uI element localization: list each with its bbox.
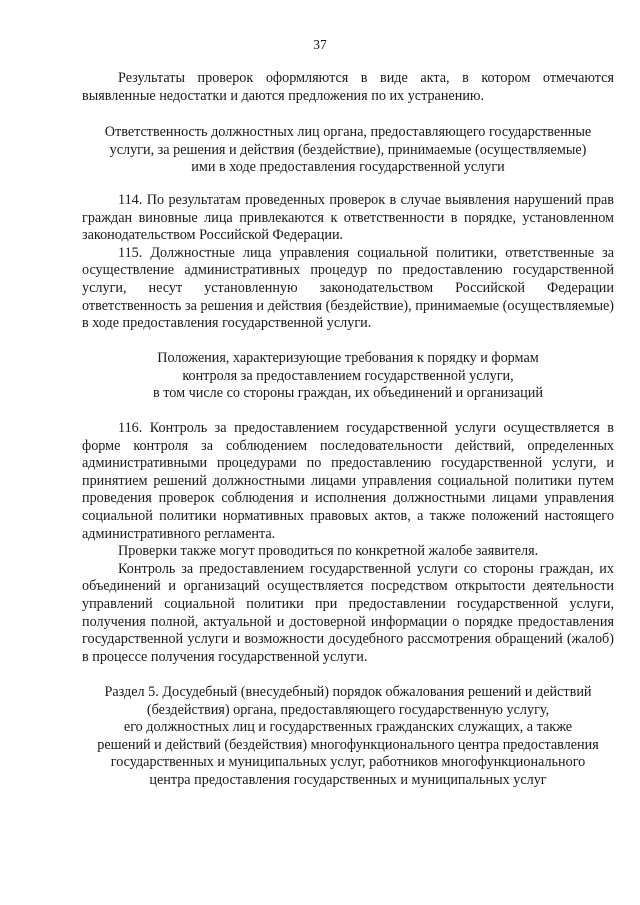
heading-responsibility-line: услуги, за решения и действия (бездействие), принимаемые (осуществляемые) bbox=[109, 141, 587, 158]
paragraph-116: 116. Контроль за предоставлением государственной услуги осуществляется в форме контроля за соблюдением последовательности действий, определенных административными процедурами по предоставлению государственной услуги, и принятием решений должностными лицами управления социальной политики путем проведения проверок соблюдения и исполнения должностными лицами управления социальной политики нормативных правовых актов, а также положений настоящего административного регламента. bbox=[82, 420, 614, 542]
heading-responsibility-line: Ответственность должностных лиц органа, предоставляющего государственные bbox=[104, 124, 592, 140]
heading-provisions bbox=[82, 350, 614, 403]
heading-responsibility-line: ими в ходе предоставления государственной услуги bbox=[191, 159, 505, 176]
heading-section-5-line: Раздел 5. Досудебный (внесудебный) порядок обжалования решений и действий bbox=[104, 684, 592, 700]
paragraph-115: 115. Должностные лица управления социальной политики, ответственные за осуществление административных процедур по предоставлению государственной услуги, несут установленную законодательством Российской Федерации ответственность за решения и действия (бездействие), принимаемые (осуществляемые) в ходе предоставления государственной услуги. bbox=[82, 244, 614, 332]
heading-section-5-line: центра предоставления государственных и муниципальных услуг bbox=[149, 771, 547, 788]
heading-section-5-line: решений и действий (бездействия) многофункционального центра предоставления bbox=[97, 736, 599, 753]
heading-section-5-line: его должностных лиц и государственных гражданских служащих, а также bbox=[123, 719, 573, 736]
paragraph-114-115-block bbox=[82, 192, 614, 333]
heading-responsibility bbox=[82, 124, 614, 177]
results-paragraph: Результаты проверок оформляются в виде акта, в котором отмечаются выявленные недостатки и даются предложения по их устранению. bbox=[82, 70, 614, 104]
paragraph-114: 114. По результатам проведенных проверок в случае выявления нарушений прав граждан виновные лица привлекаются к ответственности в порядке, установленном законодательством Российской Федерации. bbox=[82, 192, 614, 244]
heading-section-5-line: государственных и муниципальных услуг, работников многофункционального bbox=[110, 754, 586, 771]
results-paragraph-block bbox=[82, 70, 614, 105]
heading-provisions-line: контроля за предоставлением государственной услуги, bbox=[182, 367, 514, 384]
paragraph-116-block bbox=[82, 420, 614, 666]
complaint-paragraph: Проверки также могут проводиться по конкретной жалобе заявителя. bbox=[118, 543, 539, 560]
citizen-control-paragraph: Контроль за предоставлением государственной услуги со стороны граждан, их объединений и организаций осуществляется посредством открытости деятельности управлений социальной политики при предоставлении государственной услуги, получения полной, актуальной и достоверной информации о порядке предоставления государственной услуги и возможности досудебного рассмотрения обращений (жалоб) в процессе получения государственной услуги. bbox=[82, 560, 614, 665]
page-number: 37 bbox=[313, 37, 327, 52]
heading-provisions-line: в том числе со стороны граждан, их объединений и организаций bbox=[153, 385, 543, 402]
heading-section-5 bbox=[82, 684, 614, 790]
heading-section-5-line: (бездействия) органа, предоставляющего государственную услугу, bbox=[146, 701, 550, 718]
heading-provisions-line: Положения, характеризующие требования к порядку и формам bbox=[157, 350, 539, 366]
